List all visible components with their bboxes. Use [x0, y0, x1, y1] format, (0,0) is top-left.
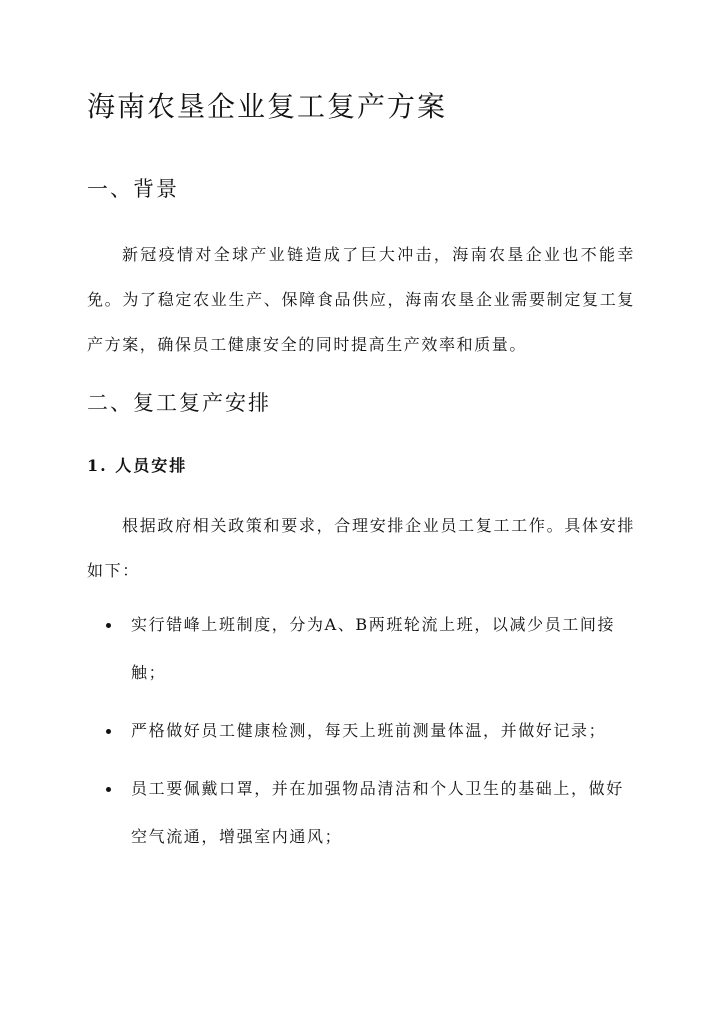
bullet-dot-icon — [106, 623, 111, 628]
list-item-text: 员工要佩戴口罩，并在加强物品清洁和个人卫生的基础上，做好空气流通，增强室内通风； — [131, 779, 624, 846]
subheading-personnel: 1. 人员安排 — [87, 456, 188, 475]
section-heading-background: 一、背景 — [87, 177, 179, 201]
list-item — [87, 601, 635, 697]
background-paragraph: 新冠疫情对全球产业链造成了巨大冲击，海南农垦企业也不能幸免。为了稳定农业生产、保障食品供应，海南农垦企业需要制定复工复产方案，确保员工健康安全的同时提高生产效率和质量。 — [87, 245, 635, 354]
list-item — [87, 765, 635, 861]
document-title: 海南农垦企业复工复产方案 — [87, 90, 448, 123]
list-item-text: 严格做好员工健康检测，每天上班前测量体温，并做好记录； — [131, 721, 607, 740]
bullet-dot-icon — [106, 729, 111, 734]
list-item — [87, 707, 635, 755]
bullet-dot-icon — [106, 787, 111, 792]
personnel-paragraph: 根据政府相关政策和要求，合理安排企业员工复工工作。具体安排如下： — [87, 516, 635, 580]
list-item-text: 实行错峰上班制度，分为A、B两班轮流上班，以减少员工间接触； — [131, 615, 616, 682]
section-heading-arrangement: 二、复工复产安排 — [87, 391, 271, 415]
personnel-bullet-list — [87, 601, 635, 871]
